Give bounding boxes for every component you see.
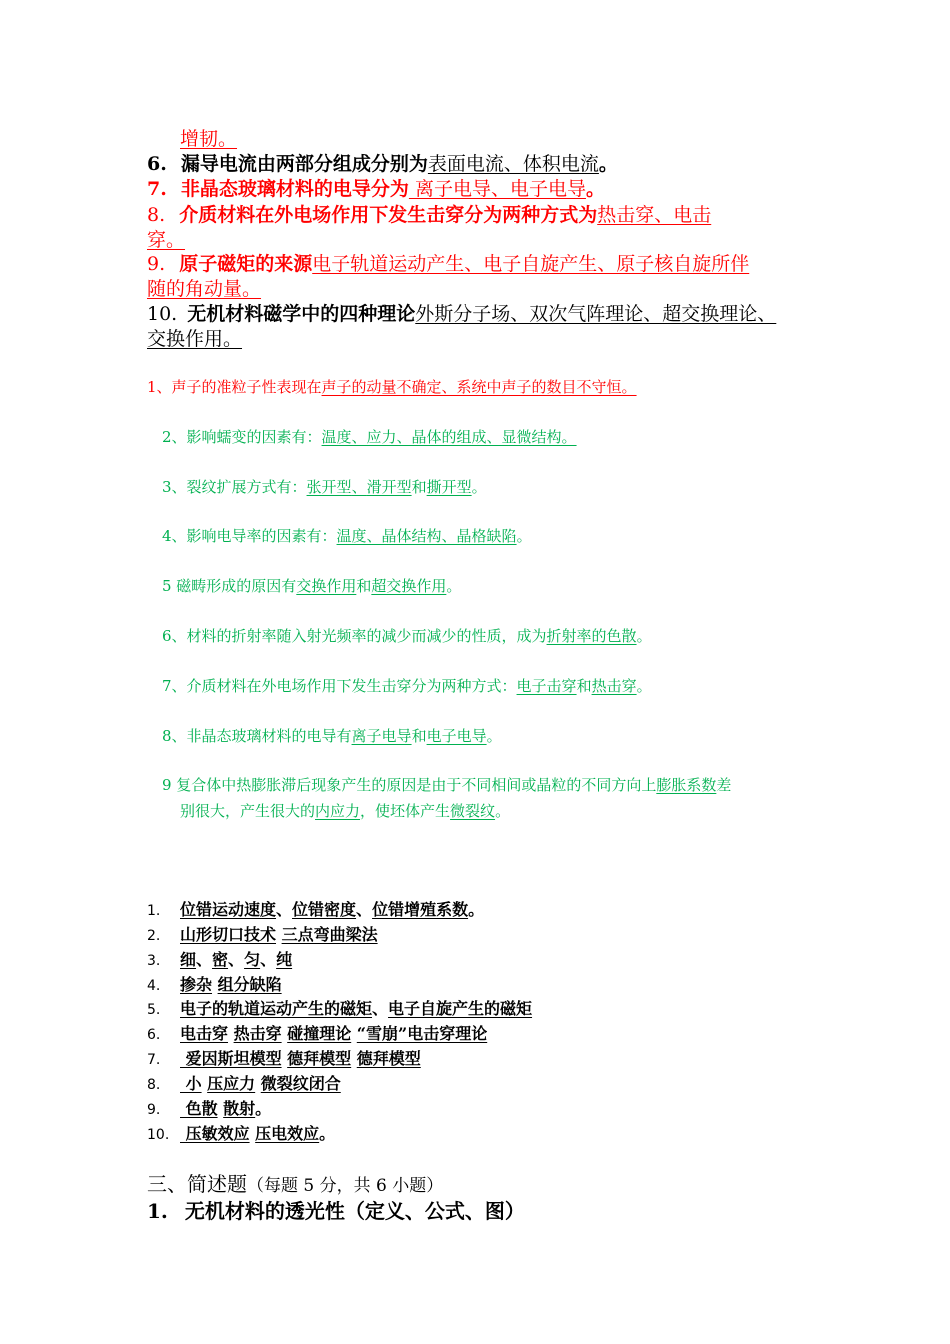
answer-text: 外斯分子场、双次气阵理论、超交换理论、 <box>415 303 777 325</box>
item-text: 6、材料的折射率随入射光频率的减少而减少的性质，成为 <box>162 627 547 645</box>
separator: 、 <box>276 900 293 919</box>
item-g3 <box>162 476 487 497</box>
item-text: 。 <box>636 677 652 695</box>
answer-text: 压电效应 <box>255 1124 320 1143</box>
question-text: 无机材料磁学中的四种理论 <box>187 303 416 325</box>
answer-row <box>147 1046 421 1069</box>
answer-text: 温度、晶体结构、晶格缺陷 <box>336 527 517 545</box>
item-text: 和 <box>411 727 427 745</box>
answer-number: 7. <box>147 1052 161 1068</box>
separator: 、 <box>372 999 389 1018</box>
answer-number: 4. <box>147 978 161 994</box>
item-g5 <box>162 575 461 596</box>
question-9 <box>147 249 749 276</box>
item-g9 <box>162 774 731 795</box>
item-text: 。 <box>495 802 511 820</box>
question-number: 10. <box>147 303 178 325</box>
answer-text: 爱因斯坦模型 <box>180 1049 282 1068</box>
item-text: 。 <box>446 577 462 595</box>
item-text: 。 <box>636 627 652 645</box>
punctuation: 。 <box>598 153 618 175</box>
item-text: 和 <box>576 677 592 695</box>
answer-text: 纯 <box>276 950 293 969</box>
answer-row <box>147 972 282 995</box>
answer-text: 压敏效应 <box>180 1124 250 1143</box>
item-text: 4、影响电导率的因素有： <box>162 527 337 545</box>
separator: 。 <box>255 1099 272 1118</box>
section-note: （每题 5 分，共 6 小题） <box>247 1176 444 1196</box>
answer-number: 6. <box>147 1027 161 1043</box>
item-text: 。 <box>516 527 532 545</box>
answer-text: 交换作用 <box>296 577 357 595</box>
answer-text: 表面电流、体积电流 <box>427 153 599 175</box>
separator: 、 <box>356 900 373 919</box>
answer-text: 热击穿、电击 <box>597 204 712 226</box>
answer-text: 位错运动速度 <box>180 900 277 919</box>
answer-text: 声子的动量不确定、系统中声子的数目不守恒。 <box>321 378 637 396</box>
answer-text: 掺杂 <box>180 975 213 994</box>
separator: 、 <box>260 950 277 969</box>
answer-text: 增韧。 <box>180 128 238 150</box>
answer-number: 5. <box>147 1002 161 1018</box>
answer-text: “雪崩”电击穿理论 <box>356 1024 488 1043</box>
answer-text: 电子电导 <box>426 727 487 745</box>
question-text: 漏导电流由两部分组成分别为 <box>180 153 428 175</box>
answer-row <box>147 1071 341 1094</box>
answer-text: 滑开型 <box>366 478 412 496</box>
question-8 <box>147 200 711 227</box>
answer-text: 电子自旋产生的磁矩 <box>388 999 533 1018</box>
item-text: 9 复合体中热膨胀滞后现象产生的原因是由于不同相间或晶粒的不同方向上 <box>162 776 657 794</box>
answer-text: 压应力 <box>207 1074 256 1093</box>
item-text: 3、裂纹扩展方式有： <box>162 478 307 496</box>
answer-text: 组分缺陷 <box>217 975 282 994</box>
answer-text: 微裂纹 <box>450 802 496 820</box>
separator: 、 <box>228 950 245 969</box>
answer-text: 内应力 <box>315 802 361 820</box>
answer-text: 温度、应力、晶体的组成、显微结构。 <box>321 428 577 446</box>
answer-text: 交换作用。 <box>147 328 243 350</box>
item-g9-cont <box>180 800 510 821</box>
item-g4 <box>162 525 532 546</box>
answer-row <box>147 996 532 1019</box>
question-number: 7. <box>147 178 167 200</box>
punctuation: 。 <box>585 178 605 200</box>
question-text: 介质材料在外电场作用下发生击穿分为两种方式为 <box>179 204 598 226</box>
question-text: 原子磁矩的来源 <box>179 253 313 275</box>
answer-text: 散射 <box>223 1099 256 1118</box>
item-text: 7、介质材料在外电场作用下发生击穿分为两种方式： <box>162 677 517 695</box>
item-text: 和 <box>411 478 427 496</box>
answer-text: 膨胀系数 <box>656 776 717 794</box>
answer-number: 2. <box>147 928 161 944</box>
answer-text: 随的角动量。 <box>147 278 262 300</box>
answer-text: 电子轨道运动产生、电子自旋产生、原子核自旋所伴 <box>312 253 750 275</box>
question-10-cont <box>147 324 242 351</box>
item-text: 8、非晶态玻璃材料的电导有 <box>162 727 352 745</box>
answer-row <box>147 922 378 945</box>
answer-number: 10. <box>147 1127 170 1143</box>
question-8-cont <box>147 225 185 252</box>
question-number: 1. <box>147 1199 168 1223</box>
answer-text: 张开型 <box>306 478 352 496</box>
item-text: 。 <box>486 727 502 745</box>
item-r1 <box>147 376 637 397</box>
separator: 、 <box>196 950 213 969</box>
item-text: 。 <box>471 478 487 496</box>
answer-text: 细 <box>180 950 197 969</box>
item-text: ，使坯体产生 <box>360 802 451 820</box>
answer-row <box>147 1121 335 1144</box>
separator: 。 <box>319 1124 336 1143</box>
answer-text: 电子的轨道运动产生的磁矩 <box>180 999 373 1018</box>
item-text: 2、影响蠕变的因素有： <box>162 428 322 446</box>
item-g7 <box>162 675 652 696</box>
item-text: 别很大，产生很大的 <box>180 802 316 820</box>
answer-row <box>147 947 292 970</box>
question-text: 非晶态玻璃材料的电导分为 <box>180 178 409 200</box>
answer-text: 小 <box>180 1074 202 1093</box>
section-3-question-1 <box>147 1195 525 1224</box>
question-number: 6. <box>147 153 167 175</box>
answer-text: 位错密度 <box>292 900 357 919</box>
answer-number: 8. <box>147 1077 161 1093</box>
answer-text: 电子击穿 <box>516 677 577 695</box>
answer-number: 9. <box>147 1102 161 1118</box>
answer-text: 穿。 <box>147 229 186 251</box>
answer-text: 位错增殖系数 <box>372 900 469 919</box>
answer-text: 撕开型 <box>426 478 472 496</box>
section-title: 三、简述题 <box>147 1172 247 1196</box>
answer-text: 离子电导 <box>351 727 412 745</box>
question-number: 8. <box>147 204 166 226</box>
answer-text: 、 <box>351 478 367 496</box>
answer-row <box>147 1021 487 1044</box>
answer-text: 离子电导、电子电导 <box>408 178 586 200</box>
answer-text: 匀 <box>244 950 261 969</box>
separator: 。 <box>468 900 485 919</box>
item-g8 <box>162 725 502 746</box>
question-number: 9. <box>147 253 166 275</box>
question-9-cont <box>147 274 261 301</box>
answer-text: 热击穿 <box>591 677 637 695</box>
question-text: 无机材料的透光性（定义、公式、图） <box>184 1199 525 1223</box>
answer-text: 色散 <box>180 1099 218 1118</box>
answer-text: 山形切口技术 <box>180 925 277 944</box>
item-text: 1、声子的准粒子性表现在 <box>147 378 322 396</box>
answer-text: 热击穿 <box>233 1024 282 1043</box>
answer-row <box>147 897 484 920</box>
item-text: 5 磁畴形成的原因有 <box>162 577 297 595</box>
answer-text: 超交换作用 <box>371 577 447 595</box>
answer-number: 3. <box>147 953 161 969</box>
item-g2 <box>162 426 577 447</box>
answer-text: 折射率的色散 <box>546 627 637 645</box>
answer-text: 三点弯曲梁法 <box>281 925 378 944</box>
item-text: 和 <box>356 577 372 595</box>
answer-row <box>147 1096 271 1119</box>
item-text: 差 <box>716 776 732 794</box>
answer-number: 1. <box>147 903 161 919</box>
question-10 <box>147 299 776 326</box>
answer-text: 微裂纹闭合 <box>260 1074 341 1093</box>
line-zengren <box>180 124 237 151</box>
answer-text: 碰撞理论 <box>287 1024 352 1043</box>
answer-text: 德拜模型 <box>356 1049 421 1068</box>
answer-text: 密 <box>212 950 229 969</box>
item-g6 <box>162 625 652 646</box>
answer-text: 德拜模型 <box>287 1049 352 1068</box>
section-3-heading <box>147 1168 443 1197</box>
question-7 <box>147 174 605 201</box>
answer-text: 电击穿 <box>180 1024 229 1043</box>
question-6 <box>147 149 618 176</box>
